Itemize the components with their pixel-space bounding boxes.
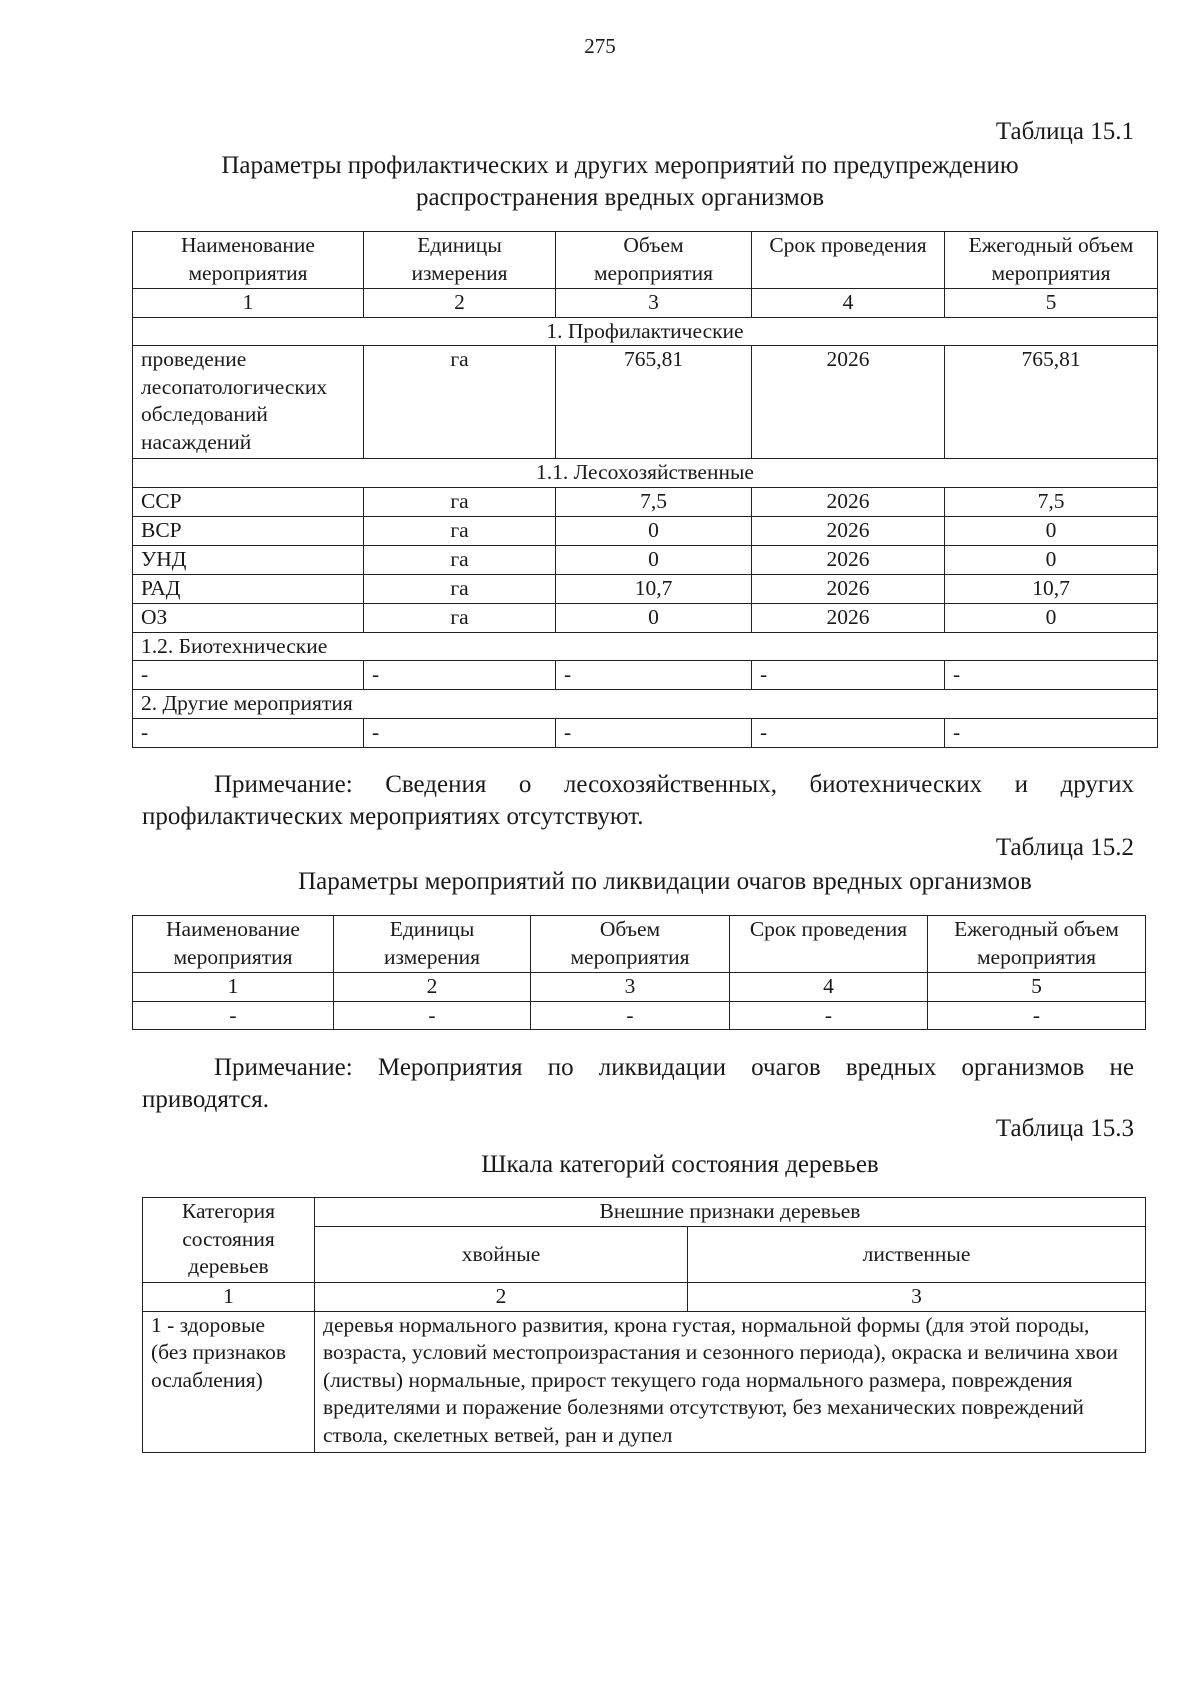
empty-cell: - — [556, 718, 752, 747]
table-15-2 — [132, 915, 1146, 1030]
annual-cell: 765,81 — [945, 346, 1158, 459]
table-caption-15-2: Параметры мероприятий по ликвидации очагов вредных организмов — [298, 868, 1032, 895]
column-number: 2 — [315, 1283, 688, 1312]
table-label-15-1: Таблица 15.1 — [995, 118, 1134, 145]
header-signs: Внешние признаки деревьев — [315, 1198, 1146, 1227]
unit-cell: га — [364, 516, 556, 545]
empty-cell: - — [133, 718, 364, 747]
table-caption-15-3: Шкала категорий состояния деревьев — [481, 1151, 879, 1178]
annual-cell: 0 — [945, 516, 1158, 545]
header-cell: Единицы измерения — [334, 916, 531, 973]
header-cell: Объем мероприятия — [531, 916, 730, 973]
table-row — [133, 574, 1158, 603]
measure-name: УНД — [133, 545, 364, 574]
column-number: 3 — [556, 289, 752, 318]
column-number: 1 — [133, 973, 334, 1002]
unit-cell: га — [364, 346, 556, 459]
header-deciduous: лиственные — [688, 1227, 1146, 1283]
volume-cell: 765,81 — [556, 346, 752, 459]
table-row — [133, 1001, 1146, 1030]
empty-cell: - — [531, 1001, 730, 1030]
category-cell: 1 - здоровые (без признаков ослабления) — [143, 1311, 315, 1452]
annual-cell: 7,5 — [945, 487, 1158, 516]
annual-cell: 0 — [945, 545, 1158, 574]
header-cell: Единицы измерения — [364, 232, 556, 289]
section-title: 1.1. Лесохозяйственные — [133, 459, 1158, 488]
column-number: 2 — [334, 973, 531, 1002]
measure-name: ВСР — [133, 516, 364, 545]
section-row — [133, 459, 1158, 488]
empty-cell: - — [752, 718, 945, 747]
section-title: 2. Другие мероприятия — [133, 690, 1158, 719]
section-row — [133, 632, 1158, 661]
header-cell: Наименование мероприятия — [133, 916, 334, 973]
unit-cell: га — [364, 545, 556, 574]
table-row — [133, 516, 1158, 545]
header-cell: Ежегодный объем мероприятия — [928, 916, 1146, 973]
term-cell: 2026 — [752, 603, 945, 632]
empty-cell: - — [334, 1001, 531, 1030]
caption-line: распространения вредных организмов — [415, 184, 825, 211]
empty-cell: - — [133, 1001, 334, 1030]
measure-name: ОЗ — [133, 603, 364, 632]
empty-cell: - — [752, 661, 945, 690]
annual-cell: 0 — [945, 603, 1158, 632]
column-number: 4 — [730, 973, 928, 1002]
caption-line: Параметры профилактических и других мероприятий по предупреждению — [221, 152, 1019, 179]
unit-cell: га — [364, 487, 556, 516]
column-number-row — [133, 289, 1158, 318]
unit-cell: га — [364, 574, 556, 603]
header-cell: Наименование мероприятия — [133, 232, 364, 289]
empty-cell: - — [928, 1001, 1146, 1030]
volume-cell: 0 — [556, 603, 752, 632]
note-2: Примечание: Мероприятия по ликвидации очагов вредных организмов не приводятся. — [142, 1054, 1134, 1113]
section-title: 1. Профилактические — [133, 317, 1158, 346]
header-cell: Срок проведения — [730, 916, 928, 973]
table-header-row — [133, 232, 1158, 289]
column-number-row — [133, 973, 1146, 1002]
column-number: 3 — [688, 1283, 1146, 1312]
empty-cell: - — [945, 661, 1158, 690]
table-row — [143, 1311, 1146, 1452]
annual-cell: 10,7 — [945, 574, 1158, 603]
column-number: 3 — [531, 973, 730, 1002]
term-cell: 2026 — [752, 516, 945, 545]
term-cell: 2026 — [752, 574, 945, 603]
table-row — [133, 718, 1158, 747]
empty-cell: - — [364, 661, 556, 690]
header-conifer: хвойные — [315, 1227, 688, 1283]
volume-cell: 0 — [556, 545, 752, 574]
table-row — [133, 545, 1158, 574]
table-header-row — [143, 1198, 1146, 1227]
volume-cell: 7,5 — [556, 487, 752, 516]
table-label-15-2: Таблица 15.2 — [995, 834, 1134, 861]
column-number: 1 — [143, 1283, 315, 1312]
table-row — [133, 487, 1158, 516]
table-row — [133, 603, 1158, 632]
table-header-row — [133, 916, 1146, 973]
measure-name: РАД — [133, 574, 364, 603]
table-row — [133, 661, 1158, 690]
header-cell: Ежегодный объем мероприятия — [945, 232, 1158, 289]
empty-cell: - — [364, 718, 556, 747]
header-cell: Объем мероприятия — [556, 232, 752, 289]
column-number: 5 — [945, 289, 1158, 318]
unit-cell: га — [364, 603, 556, 632]
column-number: 1 — [133, 289, 364, 318]
term-cell: 2026 — [752, 487, 945, 516]
column-number-row — [143, 1283, 1146, 1312]
section-title: 1.2. Биотехнические — [133, 632, 1158, 661]
table-15-3 — [142, 1197, 1146, 1453]
column-number: 2 — [364, 289, 556, 318]
volume-cell: 10,7 — [556, 574, 752, 603]
section-row — [133, 317, 1158, 346]
table-label-15-3: Таблица 15.3 — [995, 1115, 1134, 1142]
term-cell: 2026 — [752, 545, 945, 574]
page-number: 275 — [584, 34, 616, 58]
empty-cell: - — [945, 718, 1158, 747]
header-category: Категория состояния деревьев — [143, 1198, 315, 1283]
description-cell: деревья нормального развития, крона густая, нормальной формы (для этой породы, возраста, условий местопроизрастания и сезонного периода), окраска и величина хвои (листвы) нормальные, прирост текущего года нормального размера, повреждения вредителями и поражение болезнями отсутствуют, без механических повреждений ствола, скелетных ветвей, ран и дупел — [315, 1311, 1146, 1452]
empty-cell: - — [133, 661, 364, 690]
term-cell: 2026 — [752, 346, 945, 459]
empty-cell: - — [556, 661, 752, 690]
table-15-1 — [132, 231, 1158, 748]
measure-name: проведение лесопатологических обследований насаждений — [133, 346, 364, 459]
note-1: Примечание: Сведения о лесохозяйственных, биотехнических и других профилактических мероприятиях отсутствуют. — [142, 771, 1134, 830]
table-row — [133, 346, 1158, 459]
table-caption-15-1 — [120, 150, 1120, 214]
column-number: 4 — [752, 289, 945, 318]
column-number: 5 — [928, 973, 1146, 1002]
empty-cell: - — [730, 1001, 928, 1030]
volume-cell: 0 — [556, 516, 752, 545]
section-row — [133, 690, 1158, 719]
measure-name: ССР — [133, 487, 364, 516]
header-cell: Срок проведения — [752, 232, 945, 289]
